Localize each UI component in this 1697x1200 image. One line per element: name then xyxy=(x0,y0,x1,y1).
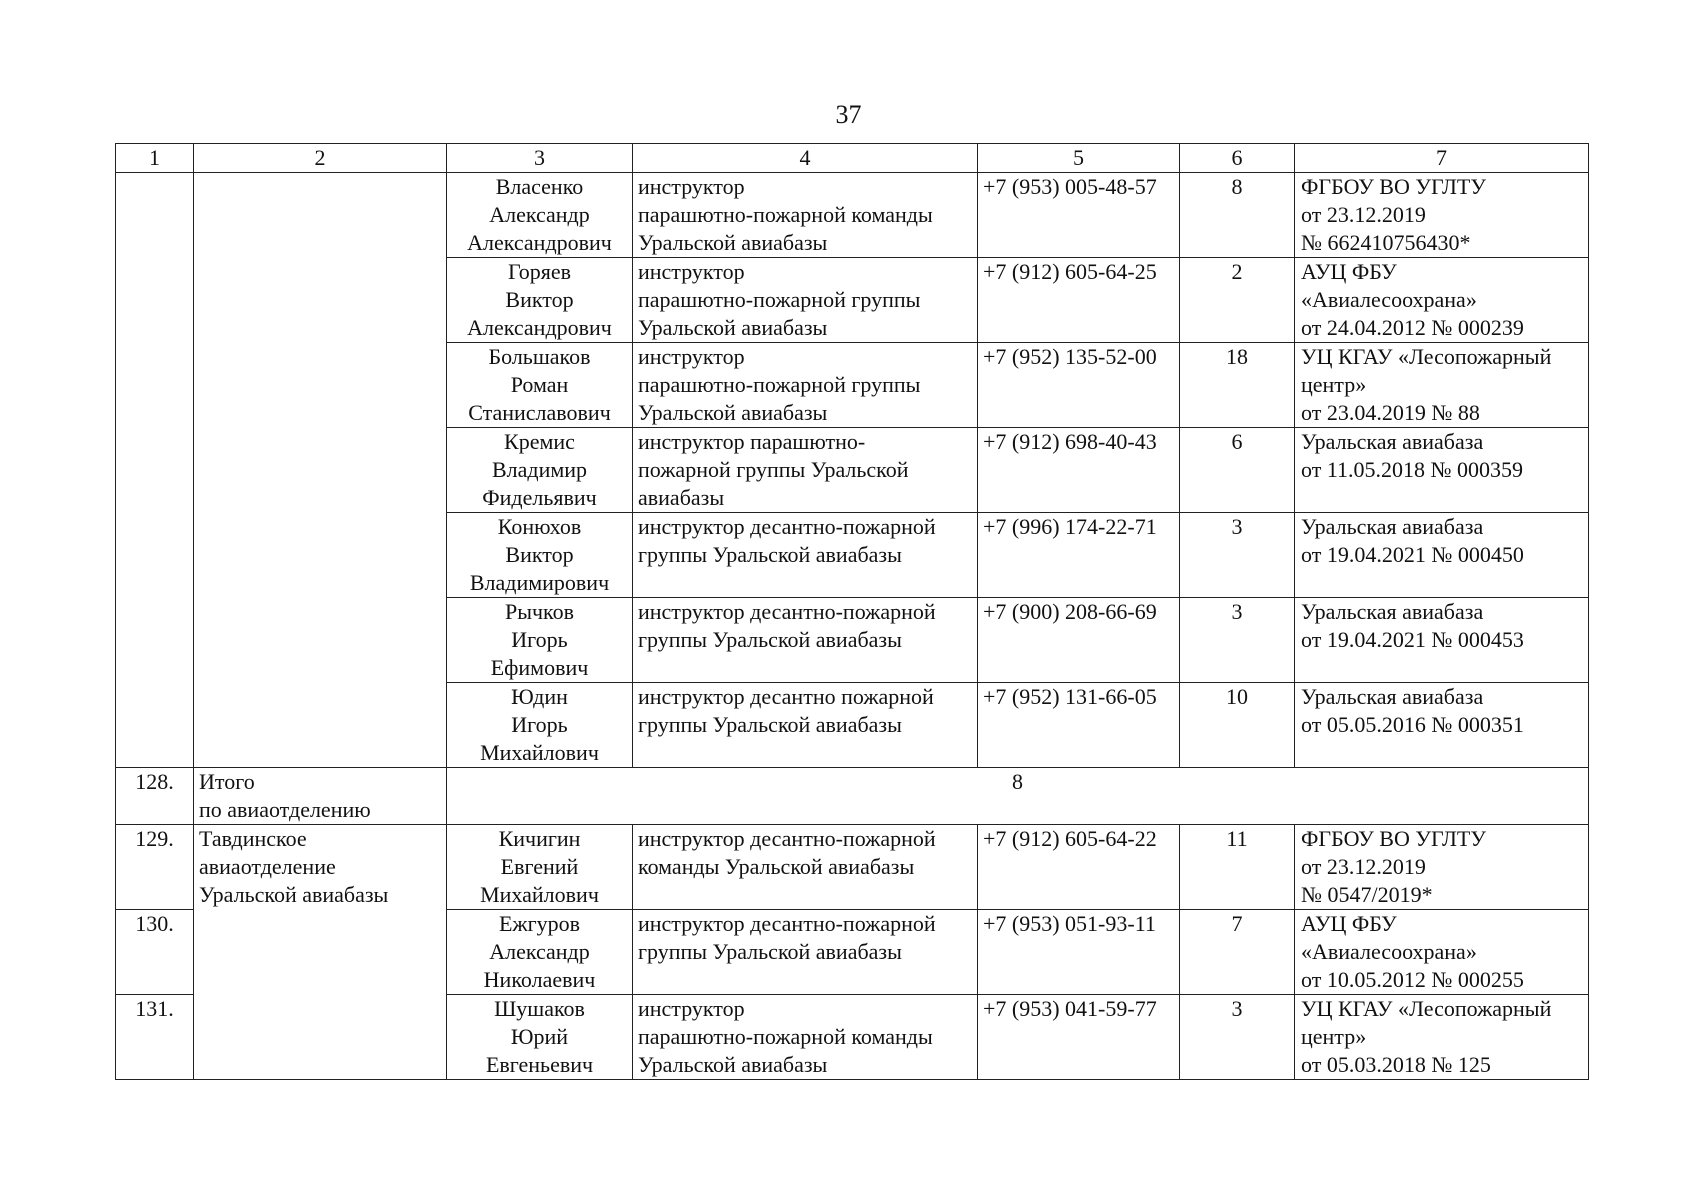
table-row xyxy=(116,825,1589,910)
document-cell xyxy=(1295,258,1589,343)
position-line: Уральской авиабазы xyxy=(638,1052,828,1077)
position-line: парашютно-пожарной группы xyxy=(638,372,921,397)
position-line: инструктор xyxy=(638,996,745,1021)
name-cell xyxy=(447,683,633,768)
name-cell xyxy=(447,173,633,258)
position-line: команды Уральской авиабазы xyxy=(638,854,915,879)
header-cell: 7 xyxy=(1295,144,1589,173)
document-cell xyxy=(1295,683,1589,768)
phone-cell: +7 (953) 005-48-57 xyxy=(978,173,1180,258)
phone-cell: +7 (952) 131-66-05 xyxy=(978,683,1180,768)
department-cell xyxy=(194,825,447,1080)
header-cell: 4 xyxy=(633,144,978,173)
document-line: центр» xyxy=(1301,1024,1367,1049)
document-line: от 05.05.2016 № 000351 xyxy=(1301,712,1524,737)
name-line: Владимирович xyxy=(469,570,610,595)
position-line: инструктор десантно-пожарной xyxy=(638,599,936,624)
document-line: УЦ КГАУ «Лесопожарный xyxy=(1301,344,1552,369)
name-line: Александр xyxy=(489,202,590,227)
table-row xyxy=(116,173,1589,258)
phone-cell: +7 (953) 051-93-11 xyxy=(978,910,1180,995)
total-row xyxy=(116,768,1589,825)
personnel-table xyxy=(115,143,1589,1080)
position-line: инструктор xyxy=(638,344,745,369)
name-line: Владимир xyxy=(491,457,588,482)
position-line: авиабазы xyxy=(638,485,725,510)
name-cell xyxy=(447,995,633,1080)
document-line: АУЦ ФБУ xyxy=(1301,259,1397,284)
page-number: 37 xyxy=(835,100,862,129)
position-line: группы Уральской авиабазы xyxy=(638,542,902,567)
document-line: АУЦ ФБУ xyxy=(1301,911,1397,936)
department-line: Уральской авиабазы xyxy=(199,882,389,907)
total-label-cell xyxy=(194,768,447,825)
name-line: Игорь xyxy=(511,712,568,737)
name-line: Евгеньевич xyxy=(485,1052,594,1077)
position-cell xyxy=(633,513,978,598)
name-cell xyxy=(447,910,633,995)
document-cell xyxy=(1295,173,1589,258)
name-line: Михайлович xyxy=(480,740,599,765)
document-line: от 23.12.2019 xyxy=(1301,202,1426,227)
position-line: Уральской авиабазы xyxy=(638,230,828,255)
position-line: инструктор десантно пожарной xyxy=(638,684,934,709)
document-line: Уральская авиабаза xyxy=(1301,429,1484,454)
position-line: инструктор парашютно- xyxy=(638,429,866,454)
name-line: Евгений xyxy=(500,854,579,879)
phone-cell: +7 (952) 135-52-00 xyxy=(978,343,1180,428)
document-line: от 19.04.2021 № 000450 xyxy=(1301,542,1524,567)
header-cell: 5 xyxy=(978,144,1180,173)
document-cell xyxy=(1295,513,1589,598)
number-cell: 129. xyxy=(116,825,194,910)
header-row xyxy=(116,144,1589,173)
position-line: инструктор десантно-пожарной xyxy=(638,826,936,851)
document-line: ФГБОУ ВО УГЛТУ xyxy=(1301,174,1486,199)
position-cell xyxy=(633,428,978,513)
document-line: № 0547/2019* xyxy=(1301,882,1433,907)
position-line: инструктор xyxy=(638,174,745,199)
header-cell: 2 xyxy=(194,144,447,173)
department-cell xyxy=(194,173,447,768)
name-line: Кичигин xyxy=(498,826,581,851)
experience-cell: 18 xyxy=(1180,343,1295,428)
name-cell xyxy=(447,343,633,428)
document-line: Уральская авиабаза xyxy=(1301,514,1484,539)
department-line: Тавдинское xyxy=(199,826,307,851)
phone-cell: +7 (912) 605-64-22 xyxy=(978,825,1180,910)
number-cell xyxy=(116,173,194,768)
position-cell xyxy=(633,825,978,910)
document-line: ФГБОУ ВО УГЛТУ xyxy=(1301,826,1486,851)
document-line: от 23.04.2019 № 88 xyxy=(1301,400,1480,425)
document-cell xyxy=(1295,428,1589,513)
position-cell xyxy=(633,910,978,995)
name-line: Виктор xyxy=(505,287,574,312)
name-line: Михайлович xyxy=(480,882,599,907)
phone-cell: +7 (912) 698-40-43 xyxy=(978,428,1180,513)
position-line: парашютно-пожарной команды xyxy=(638,202,933,227)
name-line: Александрович xyxy=(467,230,612,255)
name-line: Александр xyxy=(489,939,590,964)
name-line: Ефимович xyxy=(490,655,589,680)
position-line: инструктор десантно-пожарной xyxy=(638,514,936,539)
experience-cell: 11 xyxy=(1180,825,1295,910)
document-line: № 662410756430* xyxy=(1301,230,1471,255)
position-line: группы Уральской авиабазы xyxy=(638,627,902,652)
position-line: Уральской авиабазы xyxy=(638,400,828,425)
name-line: Ежгуров xyxy=(498,911,581,936)
position-line: парашютно-пожарной группы xyxy=(638,287,921,312)
document-cell xyxy=(1295,598,1589,683)
experience-cell: 3 xyxy=(1180,598,1295,683)
document-line: «Авиалесоохрана» xyxy=(1301,939,1477,964)
name-cell xyxy=(447,258,633,343)
name-line: Станиславович xyxy=(468,400,611,425)
experience-cell: 10 xyxy=(1180,683,1295,768)
document-line: УЦ КГАУ «Лесопожарный xyxy=(1301,996,1552,1021)
name-cell xyxy=(447,513,633,598)
name-cell xyxy=(447,598,633,683)
document-line: центр» xyxy=(1301,372,1367,397)
name-line: Юдин xyxy=(511,684,568,709)
number-cell: 130. xyxy=(116,910,194,995)
number-cell: 131. xyxy=(116,995,194,1080)
total-value-cell: 8 xyxy=(447,768,1589,825)
phone-cell: +7 (900) 208-66-69 xyxy=(978,598,1180,683)
name-line: Роман xyxy=(510,372,569,397)
total-label-line: по авиаотделению xyxy=(199,797,371,822)
phone-cell: +7 (996) 174-22-71 xyxy=(978,513,1180,598)
phone-cell: +7 (953) 041-59-77 xyxy=(978,995,1180,1080)
position-cell xyxy=(633,173,978,258)
document-line: Уральская авиабаза xyxy=(1301,684,1484,709)
document-cell xyxy=(1295,343,1589,428)
name-line: Фидельявич xyxy=(482,485,597,510)
position-line: группы Уральской авиабазы xyxy=(638,939,902,964)
total-label-line: Итого xyxy=(199,769,255,794)
position-line: Уральской авиабазы xyxy=(638,315,828,340)
document-line: от 11.05.2018 № 000359 xyxy=(1301,457,1523,482)
phone-cell: +7 (912) 605-64-25 xyxy=(978,258,1180,343)
name-line: Горяев xyxy=(507,259,572,284)
header-cell: 1 xyxy=(116,144,194,173)
name-line: Конюхов xyxy=(497,514,582,539)
name-line: Николаевич xyxy=(483,967,596,992)
number-cell: 128. xyxy=(116,768,194,825)
document-line: «Авиалесоохрана» xyxy=(1301,287,1477,312)
position-cell xyxy=(633,343,978,428)
document-line: от 24.04.2012 № 000239 xyxy=(1301,315,1524,340)
document-cell xyxy=(1295,995,1589,1080)
name-line: Кремис xyxy=(504,429,575,454)
document-line: от 10.05.2012 № 000255 xyxy=(1301,967,1524,992)
position-line: парашютно-пожарной команды xyxy=(638,1024,933,1049)
name-line: Юрий xyxy=(510,1024,569,1049)
name-line: Виктор xyxy=(505,542,574,567)
name-cell xyxy=(447,825,633,910)
name-line: Шушаков xyxy=(494,996,585,1021)
document-line: от 23.12.2019 xyxy=(1301,854,1426,879)
position-cell xyxy=(633,598,978,683)
header-cell: 3 xyxy=(447,144,633,173)
experience-cell: 6 xyxy=(1180,428,1295,513)
department-line: авиаотделение xyxy=(199,854,336,879)
position-cell xyxy=(633,995,978,1080)
document-line: от 05.03.2018 № 125 xyxy=(1301,1052,1491,1077)
experience-cell: 2 xyxy=(1180,258,1295,343)
document-line: Уральская авиабаза xyxy=(1301,599,1484,624)
document-cell xyxy=(1295,825,1589,910)
experience-cell: 3 xyxy=(1180,513,1295,598)
experience-cell: 8 xyxy=(1180,173,1295,258)
position-line: группы Уральской авиабазы xyxy=(638,712,902,737)
position-line: инструктор десантно-пожарной xyxy=(638,911,936,936)
header-cell: 6 xyxy=(1180,144,1295,173)
document-line: от 19.04.2021 № 000453 xyxy=(1301,627,1524,652)
name-line: Игорь xyxy=(511,627,568,652)
name-line: Александрович xyxy=(467,315,612,340)
name-line: Большаков xyxy=(488,344,591,369)
position-line: пожарной группы Уральской xyxy=(638,457,909,482)
document-cell xyxy=(1295,910,1589,995)
experience-cell: 7 xyxy=(1180,910,1295,995)
position-cell xyxy=(633,683,978,768)
position-cell xyxy=(633,258,978,343)
name-line: Власенко xyxy=(495,174,584,199)
position-line: инструктор xyxy=(638,259,745,284)
name-line: Рычков xyxy=(504,599,575,624)
name-cell xyxy=(447,428,633,513)
experience-cell: 3 xyxy=(1180,995,1295,1080)
